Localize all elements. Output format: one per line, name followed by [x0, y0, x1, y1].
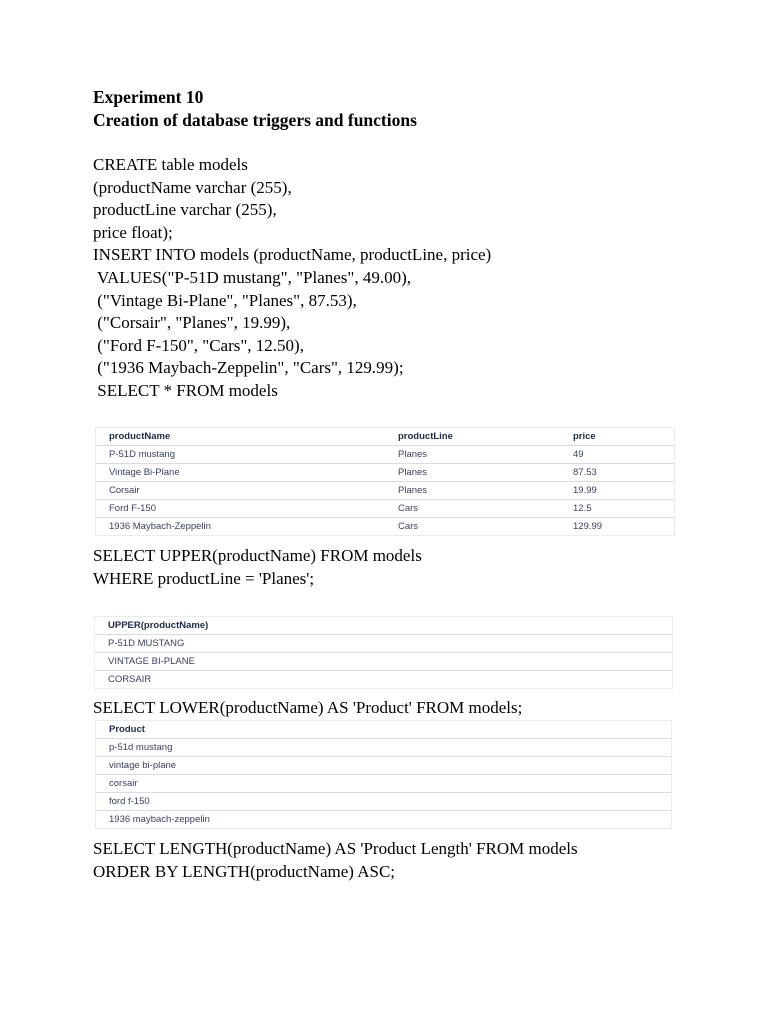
table-cell: P-51D MUSTANG	[95, 635, 672, 653]
experiment-title: Experiment 10	[93, 87, 204, 107]
lower-result-table	[96, 721, 671, 828]
table-row	[96, 446, 674, 464]
table-cell: Planes	[385, 446, 560, 464]
code-line: SELECT UPPER(productName) FROM models	[93, 546, 422, 565]
code-line: ORDER BY LENGTH(productName) ASC;	[93, 861, 396, 881]
table-row	[96, 757, 671, 775]
sql-upper-block	[93, 545, 422, 590]
table-row	[96, 775, 671, 793]
table-cell: Corsair	[96, 482, 385, 500]
table-cell: Planes	[385, 482, 560, 500]
table-cell: Vintage Bi-Plane	[96, 464, 385, 482]
table-row	[96, 793, 671, 811]
code-line: (productName varchar (255),	[93, 177, 292, 197]
column-header: UPPER(productName)	[95, 617, 672, 635]
code-line: CREATE table models	[93, 155, 248, 174]
table-cell: 12.5	[560, 500, 674, 518]
table-row	[96, 811, 671, 829]
table-cell: Cars	[398, 521, 419, 532]
table-cell: P-51D mustang	[96, 446, 385, 464]
table-header-row	[95, 617, 672, 635]
table-cell: p-51d mustang	[96, 739, 671, 757]
code-line: ("Ford F-150", "Cars", 12.50),	[93, 335, 304, 355]
code-line: SELECT * FROM models	[93, 380, 278, 400]
code-line: SELECT LENGTH(productName) AS 'Product Length' FROM models	[93, 839, 578, 858]
table-cell: 1936 maybach-zeppelin	[109, 814, 210, 825]
sql-length-block	[93, 838, 578, 883]
code-line: price float);	[93, 222, 173, 242]
table-header-row	[96, 428, 674, 446]
table-row	[96, 464, 674, 482]
table-cell: VINTAGE BI-PLANE	[95, 653, 672, 671]
code-line: SELECT LOWER(productName) AS 'Product' FROM models;	[93, 698, 523, 717]
table-row	[96, 518, 674, 536]
code-line: ("1936 Maybach-Zeppelin", "Cars", 129.99);	[93, 358, 404, 378]
table-cell: ford f-150	[96, 793, 671, 811]
column-header: price	[560, 428, 674, 446]
table-cell: Planes	[385, 464, 560, 482]
sql-lower-block	[93, 697, 522, 720]
table-cell: Ford F-150	[96, 500, 385, 518]
table-row	[96, 739, 671, 757]
models-result-table	[96, 428, 674, 535]
table-cell: corsair	[96, 775, 671, 793]
table-header-row	[96, 721, 671, 739]
table-row	[95, 653, 672, 671]
table-cell: 1936 Maybach-Zeppelin	[109, 521, 211, 532]
sql-create-insert-block	[93, 154, 491, 403]
table-row	[96, 500, 674, 518]
table-cell: 87.53	[560, 464, 674, 482]
code-line: ("Corsair", "Planes", 19.99),	[93, 313, 291, 333]
table-cell: vintage bi-plane	[96, 757, 671, 775]
table-row	[95, 635, 672, 653]
table-cell: 19.99	[560, 482, 674, 500]
column-header: productLine	[385, 428, 560, 446]
experiment-subtitle: Creation of database triggers and functions	[93, 110, 417, 130]
code-line: WHERE productLine = 'Planes';	[93, 568, 315, 588]
table-row	[96, 482, 674, 500]
table-cell: Cars	[385, 500, 560, 518]
column-header: productName	[96, 428, 385, 446]
column-header: Product	[96, 721, 671, 739]
code-line: INSERT INTO models (productName, productLine, price)	[93, 245, 492, 265]
table-cell: 49	[560, 446, 674, 464]
code-line: VALUES("P-51D mustang", "Planes", 49.00),	[93, 267, 412, 287]
table-row	[95, 671, 672, 689]
table-cell: 129.99	[573, 521, 603, 532]
code-line: ("Vintage Bi-Plane", "Planes", 87.53),	[93, 290, 357, 310]
table-cell: CORSAIR	[108, 674, 152, 685]
upper-result-table	[95, 617, 672, 688]
code-line: productLine varchar (255),	[93, 200, 277, 220]
